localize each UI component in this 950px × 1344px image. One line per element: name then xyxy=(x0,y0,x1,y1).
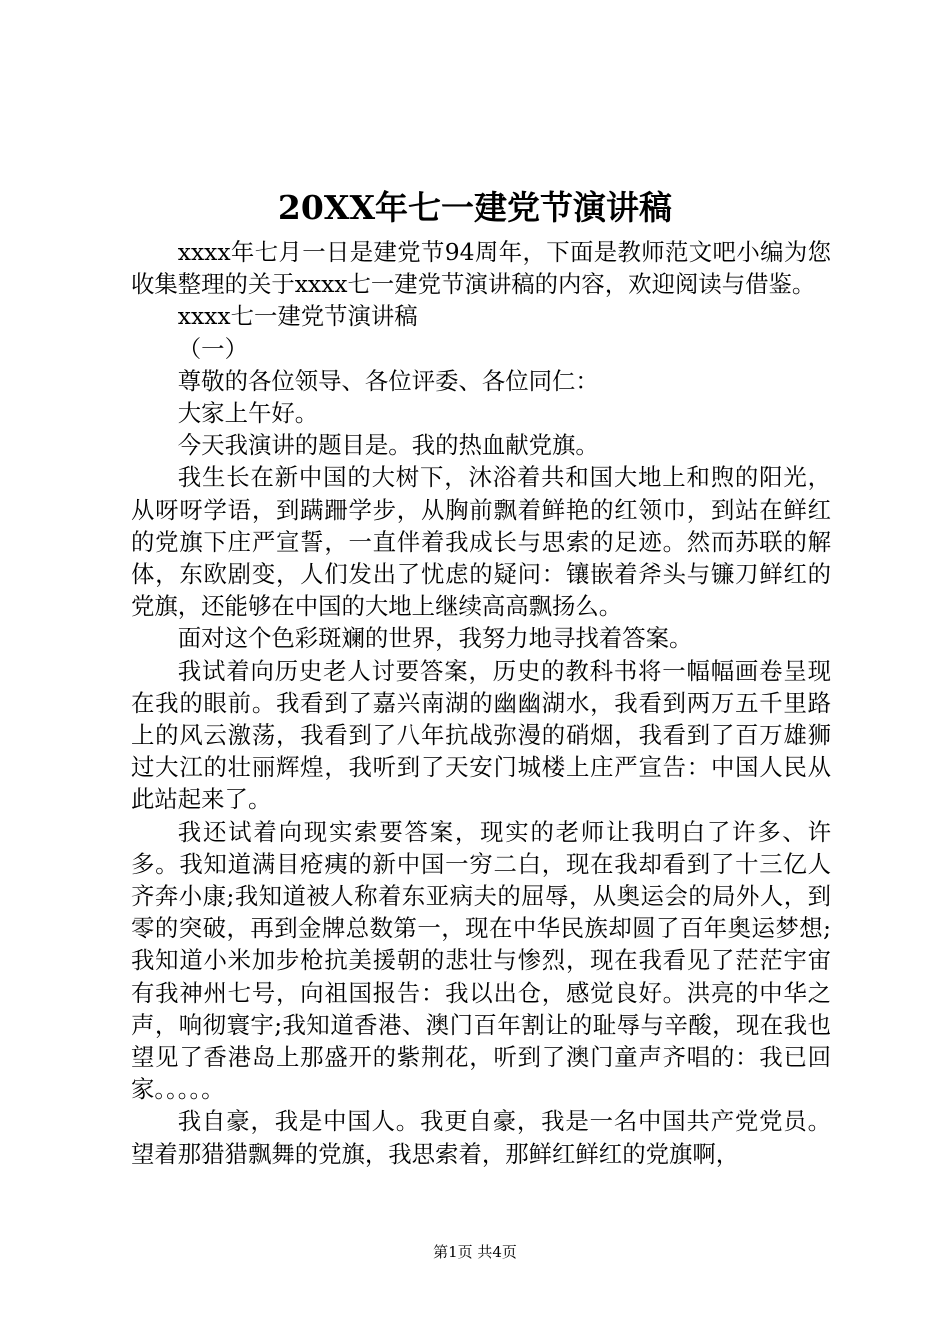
speech-heading: xxxx七一建党节演讲稿 xyxy=(177,302,418,331)
intro-paragraph: xxxx年七月一日是建党节94周年，下面是教师范文吧小编为您收集整理的关于xxxx七一建党节演讲稿的内容，欢迎阅读与借鉴。 xyxy=(131,238,831,299)
page-footer: 第1页 共4页 xyxy=(433,1243,517,1261)
speech-topic: 今天我演讲的题目是。我的热血献党旗。 xyxy=(177,431,599,460)
salutation: 尊敬的各位领导、各位评委、各位同仁： xyxy=(177,366,599,395)
document-body xyxy=(131,236,831,1170)
body-paragraph: 我生长在新中国的大树下，沐浴着共和国大地上和煦的阳光，从呀呀学语，到蹒跚学步，从胸前飘着鲜艳的红领巾，到站在鲜红的党旗下庄严宣誓，一直伴着我成长与思索的足迹。然而苏联的解体，东欧剧变，人们发出了忧虑的疑问：镶嵌着斧头与镰刀鲜红的党旗，还能够在中国的大地上继续高高飘扬么。 xyxy=(131,463,831,621)
body-paragraph: 我自豪，我是中国人。我更自豪，我是一名中国共产党党员。望着那猎猎飘舞的党旗，我思索着，那鲜红鲜红的党旗啊， xyxy=(131,1107,831,1168)
body-paragraph: 我还试着向现实索要答案，现实的老师让我明白了许多、许多。我知道满目疮痍的新中国一穷二白，现在我却看到了十三亿人齐奔小康;我知道被人称着东亚病夫的屈辱，从奥运会的局外人，到零的突破，再到金牌总数第一，现在中华民族却圆了百年奥运梦想;我知道小米加步枪抗美援朝的悲壮与惨烈，现在我看见了茫茫宇宙有我神州七号，向祖国报告：我以出仓，感觉良好。洪亮的中华之声，响彻寰宇;我知道香港、澳门百年割让的耻辱与辛酸，现在我也望见了香港岛上那盛开的紫荆花，听到了澳门童声齐唱的：我已回家。。。。。 xyxy=(131,817,831,1104)
body-paragraph: 面对这个色彩斑斓的世界，我努力地寻找着答案。 xyxy=(177,624,693,653)
page-title: 20XX年七一建党节演讲稿 xyxy=(277,188,673,227)
section-number: （一） xyxy=(177,334,248,363)
greeting: 大家上午好。 xyxy=(177,399,319,428)
body-paragraph: 我试着向历史老人讨要答案，历史的教科书将一幅幅画卷呈现在我的眼前。我看到了嘉兴南湖的幽幽湖水，我看到两万五千里路上的风云激荡，我看到了八年抗战弥漫的硝烟，我看到了百万雄狮过大江的壮丽辉煌，我听到了天安门城楼上庄严宣告：中国人民从此站起来了。 xyxy=(131,656,831,814)
